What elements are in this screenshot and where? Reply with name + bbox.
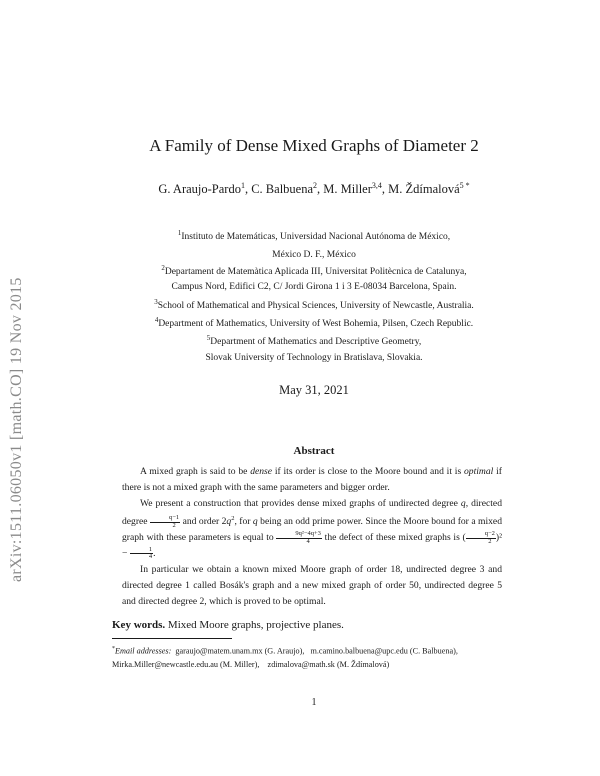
footnote-line — [112, 643, 532, 658]
text-run: if there is not a mixed graph with the same parameters and bigger order. — [122, 466, 502, 493]
author-name: G. Araujo-Pardo — [158, 182, 241, 197]
math-variable: q — [460, 497, 466, 509]
author-mark: 2 — [313, 181, 318, 190]
fraction-denominator: 2 — [488, 537, 492, 545]
abstract-paragraph — [122, 464, 502, 496]
fraction-denominator: 2 — [172, 521, 176, 529]
text-run: We present a construction that provides dense mixed graphs of undirected degree — [140, 497, 461, 509]
text-run: , for — [234, 516, 253, 528]
affiliation-line: Department of Mathematics, University of West Bohemia, Pilsen, Czech Republic. — [158, 319, 474, 330]
emphasis: dense — [250, 466, 273, 477]
abstract-paragraph — [122, 496, 502, 562]
text-run: the defect of these mixed graphs is ( — [321, 532, 466, 544]
text-run: being an odd prime power. Since the Moore bound for a mixed graph with these parameters is equal to — [122, 516, 502, 544]
text-run: A mixed graph is said to be — [140, 466, 251, 477]
fraction-numerator: 1 — [130, 547, 153, 555]
affiliation-5 — [0, 334, 600, 347]
footnote-emails: Mirka.Miller@newcastle.edu.au (M. Miller), zdimalova@math.sk (M. Ždímalová) — [112, 659, 390, 669]
affiliation-mark: 3 — [154, 298, 158, 306]
author-mark: 1 — [240, 181, 245, 190]
footnote-label: Email addresses: — [115, 646, 172, 656]
text-run: and order 2 — [180, 516, 227, 528]
affiliation-4 — [0, 316, 600, 329]
footnote-emails: garaujo@matem.unam.mx (G. Araujo), m.camino.balbuena@upc.edu (C. Balbuena), — [171, 646, 458, 656]
affiliation-1 — [0, 229, 600, 242]
affiliation-line: México D. F., México — [272, 250, 356, 260]
text-run: . — [153, 548, 156, 560]
footnote-line — [112, 658, 532, 671]
affiliation-line: Department of Mathematics and Descriptive Geometry, — [210, 337, 422, 348]
arxiv-stamp: arXiv:1511.06050v1 [math.CO] 19 Nov 2015 — [8, 277, 25, 582]
paper-title: A Family of Dense Mixed Graphs of Diameter 2 — [149, 136, 479, 155]
footnote — [112, 643, 532, 671]
fraction — [130, 545, 156, 561]
fraction-numerator: q−1 — [150, 515, 180, 523]
abstract-heading: Abstract — [293, 445, 335, 457]
affiliation-line: Instituto de Matemáticas, Universidad Nacional Autónoma de México, — [181, 232, 451, 243]
text-run: if its order is close to the Moore bound and it is — [272, 466, 464, 477]
fraction-numerator: q−2 — [466, 531, 496, 539]
math-exponent: 2 — [231, 515, 235, 523]
keywords-text: Mixed Moore graphs, projective planes. — [165, 619, 344, 631]
affiliation-2 — [0, 264, 600, 277]
footnote-rule — [112, 638, 232, 639]
fraction — [466, 531, 496, 545]
affiliation-3 — [0, 298, 600, 311]
keywords-label: Key words. — [112, 619, 166, 631]
paper-date: May 31, 2021 — [279, 383, 349, 397]
keywords — [112, 619, 532, 631]
abstract-body — [122, 464, 502, 609]
affiliation-mark: 4 — [154, 316, 159, 324]
author-mark: 3,4 — [371, 181, 382, 190]
math-variable: q — [252, 516, 258, 528]
author-list: G. Araujo-Pardo$^1$, C. Balbuena$^2$, M. Miller$^{3,4}$, M. Ždímalová$^{5 *}$ — [158, 181, 470, 197]
author-mark: 5 * — [459, 181, 470, 190]
affiliation-mark: 2 — [161, 264, 165, 272]
page-number: 1 — [311, 697, 317, 708]
fraction-denominator: 4 — [148, 553, 153, 561]
affiliation-1-cont — [0, 250, 600, 260]
author-name: M. Ždímalová — [388, 182, 460, 197]
text-run: )² − — [122, 532, 502, 560]
affiliation-line: Departament de Matemàtica Aplicada III, Universitat Politècnica de Catalunya, — [164, 267, 467, 278]
fraction-numerator: 9q²−4q+3 — [276, 531, 322, 539]
affiliation-mark: 1 — [177, 229, 182, 237]
text-run: , directed degree — [122, 497, 502, 528]
footnote-mark: * — [112, 646, 115, 652]
affiliation-line: Slovak University of Technology in Bratislava, Slovakia. — [205, 353, 423, 363]
abstract-paragraph: In particular we obtain a known mixed Moore graph of order 18, undirected degree 3 and directed degree 1 called Bosák's graph and a new mixed graph of order 50, undirected degree 5 and directed degree 2, which is proved to be optimal. — [122, 563, 502, 607]
affiliation-line: Campus Nord, Edifici C2, C/ Jordi Girona 1 i 3 E-08034 Barcelona, Spain. — [171, 282, 457, 292]
math-variable: q — [226, 516, 232, 528]
fraction — [150, 515, 180, 529]
affiliation-mark: 5 — [206, 334, 211, 342]
fraction — [276, 531, 322, 545]
affiliation-2-cont — [0, 282, 600, 292]
author-name: M. Miller — [323, 182, 372, 197]
author-name: C. Balbuena — [251, 182, 314, 197]
affiliation-line: School of Mathematical and Physical Sciences, University of Newcastle, Australia. — [157, 301, 474, 312]
affiliation-5-cont — [0, 353, 600, 363]
emphasis: optimal — [464, 466, 494, 477]
fraction-denominator: 4 — [306, 537, 310, 545]
